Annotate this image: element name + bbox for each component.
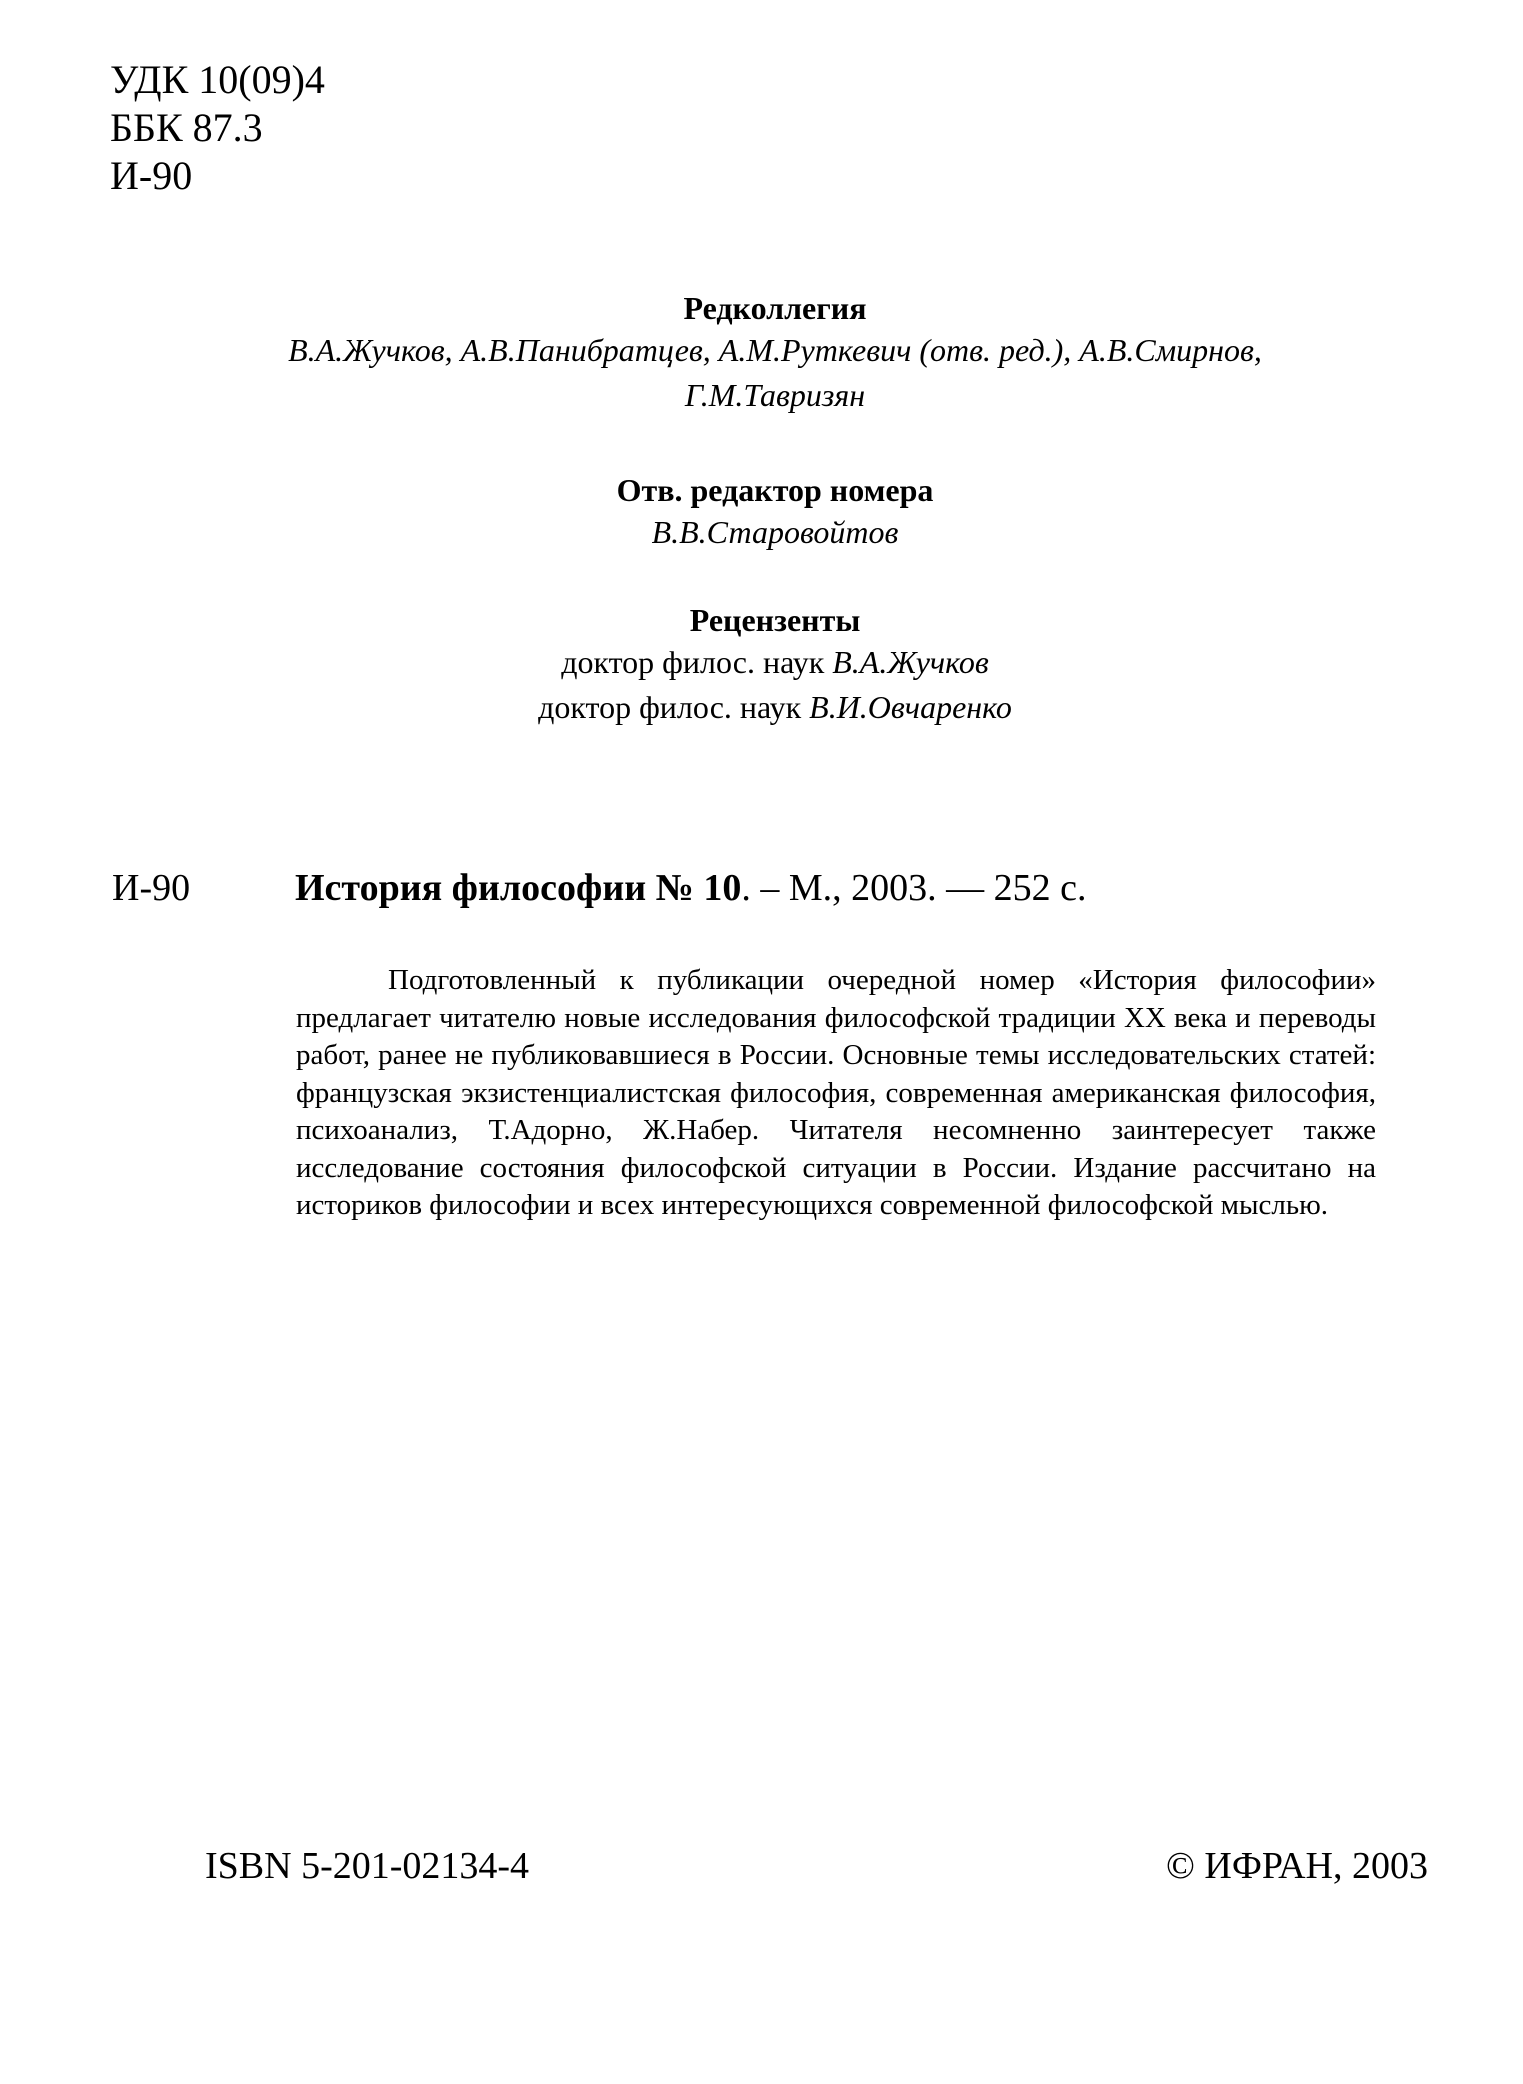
record-title: История философии № 10 xyxy=(295,867,742,909)
record-code: И-90 xyxy=(112,867,191,909)
udk-code: УДК 10(09)4 xyxy=(110,57,325,102)
editorial-board xyxy=(130,288,1420,418)
copyright: © ИФРАН, 2003 xyxy=(1166,1845,1428,1887)
issue-editor xyxy=(130,470,1420,555)
issue-editor-heading: Отв. редактор номера xyxy=(616,472,934,508)
editorial-board-members-line2: Г.М.Тавризян xyxy=(684,377,866,413)
reviewer-name: В.А.Жучков xyxy=(832,644,989,680)
classification-codes xyxy=(110,56,325,200)
bibliographic-record xyxy=(295,866,1086,910)
bbk-code: ББК 87.3 xyxy=(110,105,263,150)
reviewer-name: В.И.Овчаренко xyxy=(809,689,1012,725)
reviewer-degree: доктор филос. наук xyxy=(561,644,825,680)
issue-editor-name: В.В.Старовойтов xyxy=(651,514,899,550)
reviewers-heading: Рецензенты xyxy=(689,602,861,638)
reviewer-entry xyxy=(130,640,1420,685)
reviewers xyxy=(130,600,1420,730)
reviewer-degree: доктор филос. наук xyxy=(538,689,802,725)
annotation-paragraph: Подготовленный к публикации очередной номер «История философии» предлагает читателю новые исследования философской традиции XX века и переводы работ, ранее не публиковавшиеся в России. Основные темы исследовательских статей: французская экзистенциалистская философия, современная американская философия, психоанализ, Т.Адорно, Ж.Набер. Читателя несомненно заинтересует также исследование состояния философской ситуации в России. Издание рассчитано на историков философии и всех интересующихся современной философской мыслью. xyxy=(296,964,1376,1221)
isbn: ISBN 5-201-02134-4 xyxy=(205,1845,530,1887)
reviewer-entry xyxy=(130,685,1420,730)
editorial-board-heading: Редколлегия xyxy=(683,290,867,326)
record-imprint: . – М., 2003. — 252 с. xyxy=(741,867,1087,909)
editorial-board-members-line1: В.А.Жучков, А.В.Панибратцев, А.М.Руткевич (отв. ред.), А.В.Смирнов, xyxy=(288,332,1262,368)
author-mark: И-90 xyxy=(110,153,193,198)
